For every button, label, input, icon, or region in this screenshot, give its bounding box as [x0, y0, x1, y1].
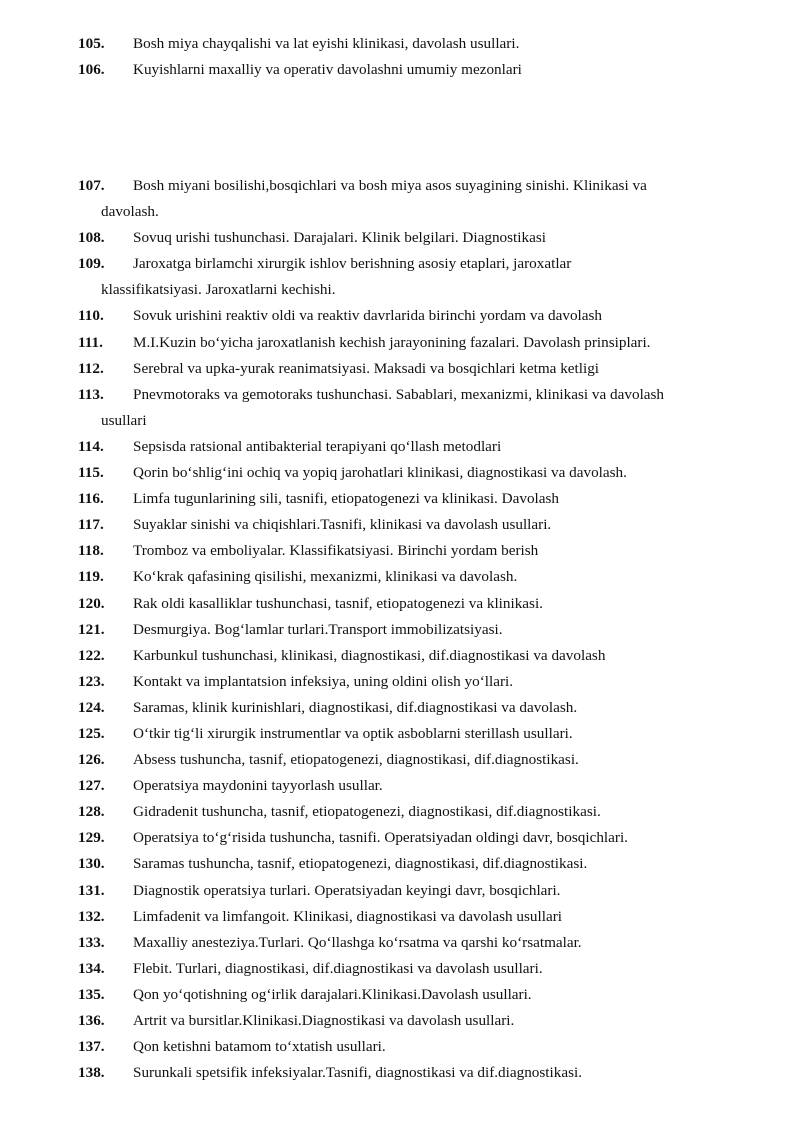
item-number: 114.	[78, 437, 104, 455]
list-item	[0, 330, 800, 356]
item-text: Bosh miyani bosilishi,bosqichlari va bosh miya asos suyagining sinishi. Klinikasi va	[133, 177, 647, 194]
item-number: 113.	[78, 385, 104, 403]
list-item	[0, 225, 800, 251]
list-item	[0, 512, 800, 538]
item-number: 137.	[78, 1038, 105, 1056]
item-text: Absess tushuncha, tasnif, etiopatogenezi, diagnostikasi, dif.diagnostikasi.	[133, 751, 579, 769]
list-item	[0, 1060, 800, 1086]
list-item	[0, 538, 800, 564]
item-text: Kontakt va implantatsion infeksiya, uning oldini olish yo‘llari.	[133, 672, 514, 690]
list-item	[0, 1034, 800, 1060]
list-item	[0, 695, 800, 721]
item-number: 116.	[78, 490, 104, 508]
item-number: 130.	[78, 855, 105, 873]
item-text: Sepsisda ratsional antibakterial terapiyani qo‘llash metodlari	[133, 437, 502, 455]
list-item	[0, 643, 800, 669]
item-number: 112.	[78, 359, 104, 377]
item-number: 123.	[78, 672, 105, 690]
list-item	[0, 591, 800, 617]
item-number: 133.	[78, 933, 105, 951]
list-item	[0, 173, 800, 225]
item-number: 134.	[78, 959, 105, 977]
item-number: 124.	[78, 698, 105, 716]
item-text: Qon yo‘qotishning og‘irlik darajalari.Klinikasi.Davolash usullari.	[133, 985, 532, 1003]
item-text: Surunkali spetsifik infeksiyalar.Tasnifi, diagnostikasi va dif.diagnostikasi.	[133, 1064, 583, 1082]
item-number: 118.	[78, 542, 104, 560]
item-text-continuation: davolash.	[101, 203, 159, 221]
list-item	[0, 878, 800, 904]
list-item	[0, 825, 800, 851]
item-text: M.I.Kuzin bo‘yicha jaroxatlanish kechish jarayonining fazalari. Davolash prinsiplari.	[133, 333, 651, 351]
item-text: Ko‘krak qafasining qisilishi, mexanizmi, klinikasi va davolash.	[133, 568, 518, 586]
item-number: 108.	[78, 229, 105, 247]
item-text: Karbunkul tushunchasi, klinikasi, diagnostikasi, dif.diagnostikasi va davolash	[133, 646, 606, 664]
list-item	[0, 930, 800, 956]
item-text: Operatsiya maydonini tayyorlash usullar.	[133, 777, 383, 795]
item-text: Rak oldi kasalliklar tushunchasi, tasnif, etiopatogenezi va klinikasi.	[133, 594, 543, 612]
item-text: Flebit. Turlari, diagnostikasi, dif.diagnostikasi va davolash usullari.	[133, 959, 543, 977]
item-number: 131.	[78, 881, 105, 899]
item-text: Saramas, klinik kurinishlari, diagnostikasi, dif.diagnostikasi va davolash.	[133, 698, 578, 716]
item-text: O‘tkir tig‘li xirurgik instrumentlar va optik asboblarni sterillash usullari.	[133, 724, 573, 742]
item-number: 138.	[78, 1064, 105, 1082]
item-number: 127.	[78, 777, 105, 795]
list-item	[0, 31, 800, 57]
item-number: 126.	[78, 751, 105, 769]
item-number: 132.	[78, 907, 105, 925]
list-item	[0, 773, 800, 799]
item-number: 125.	[78, 724, 105, 742]
item-number: 117.	[78, 516, 104, 534]
item-number: 121.	[78, 620, 105, 638]
list-item	[0, 486, 800, 512]
item-number: 109.	[78, 255, 105, 273]
list-item	[0, 460, 800, 486]
item-text: Suyaklar sinishi va chiqishlari.Tasnifi, klinikasi va davolash usullari.	[133, 516, 552, 534]
item-number: 122.	[78, 646, 105, 664]
item-text: Pnevmotoraks va gemotoraks tushunchasi. Sabablari, mexanizmi, klinikasi va davolash	[133, 385, 665, 403]
item-text: Diagnostik operatsiya turlari. Operatsiyadan keyingi davr, bosqichlari.	[133, 881, 561, 899]
list-item	[0, 851, 800, 877]
list-item	[0, 617, 800, 643]
list-item	[0, 57, 800, 83]
list-item	[0, 799, 800, 825]
item-number: 111.	[78, 333, 103, 351]
item-text: Serebral va upka-yurak reanimatsiyasi. Maksadi va bosqichlari ketma ketligi	[133, 359, 600, 377]
list-item	[0, 382, 800, 434]
item-text: Desmurgiya. Bog‘lamlar turlari.Transport immobilizatsiyasi.	[133, 620, 503, 638]
item-number: 115.	[78, 464, 104, 482]
item-text: Jaroxatga birlamchi xirurgik ishlov berishning asosiy etaplari, jaroxatlar	[133, 255, 572, 273]
item-number: 128.	[78, 803, 105, 821]
item-number: 105.	[78, 35, 105, 52]
item-text: Kuyishlarni maxalliy va operativ davolashni umumiy mezonlari	[133, 61, 522, 79]
item-number: 106.	[78, 61, 105, 79]
list-item	[0, 669, 800, 695]
list-item	[0, 303, 800, 329]
list-item	[0, 356, 800, 382]
list-item	[0, 434, 800, 460]
item-text: Sovuq urishi tushunchasi. Darajalari. Klinik belgilari. Diagnostikasi	[133, 229, 546, 247]
item-text: Qorin bo‘shlig‘ini ochiq va yopiq jarohatlari klinikasi, diagnostikasi va davolash.	[133, 464, 627, 482]
question-list-top	[0, 31, 800, 83]
item-number: 135.	[78, 985, 105, 1003]
item-text: Qon ketishni batamom to‘xtatish usullari.	[133, 1038, 386, 1056]
item-text: Limfa tugunlarining sili, tasnifi, etiopatogenezi va klinikasi. Davolash	[133, 490, 559, 508]
item-text: Tromboz va emboliyalar. Klassifikatsiyasi. Birinchi yordam berish	[133, 542, 539, 560]
item-number: 107.	[78, 177, 105, 194]
list-item	[0, 721, 800, 747]
list-item	[0, 904, 800, 930]
item-text-continuation: usullari	[101, 411, 147, 429]
item-text: Sovuk urishini reaktiv oldi va reaktiv davrlarida birinchi yordam va davolash	[133, 307, 603, 325]
item-text: Maxalliy anesteziya.Turlari. Qo‘llashga ko‘rsatma va qarshi ko‘rsatmalar.	[133, 933, 582, 951]
item-number: 119.	[78, 568, 104, 586]
item-text: Gidradenit tushuncha, tasnif, etiopatogenezi, diagnostikasi, dif.diagnostikasi.	[133, 803, 601, 821]
list-item	[0, 251, 800, 303]
item-number: 129.	[78, 829, 105, 847]
list-item	[0, 982, 800, 1008]
item-text: Bosh miya chayqalishi va lat eyishi klinikasi, davolash usullari.	[133, 35, 520, 52]
list-item	[0, 1008, 800, 1034]
item-text-continuation: klassifikatsiyasi. Jaroxatlarni kechishi.	[101, 281, 336, 299]
item-text: Saramas tushuncha, tasnif, etiopatogenezi, diagnostikasi, dif.diagnostikasi.	[133, 855, 588, 873]
item-text: Operatsiya to‘g‘risida tushuncha, tasnifi. Operatsiyadan oldingi davr, bosqichlari.	[133, 829, 628, 847]
item-number: 136.	[78, 1012, 105, 1029]
question-list-bottom	[0, 173, 800, 1086]
item-text: Artrit va bursitlar.Klinikasi.Diagnostikasi va davolash usullari.	[133, 1012, 515, 1029]
item-text: Limfadenit va limfangoit. Klinikasi, diagnostikasi va davolash usullari	[133, 907, 562, 925]
item-number: 110.	[78, 307, 104, 325]
item-number: 120.	[78, 594, 105, 612]
list-item	[0, 564, 800, 590]
list-item	[0, 747, 800, 773]
list-item	[0, 956, 800, 982]
